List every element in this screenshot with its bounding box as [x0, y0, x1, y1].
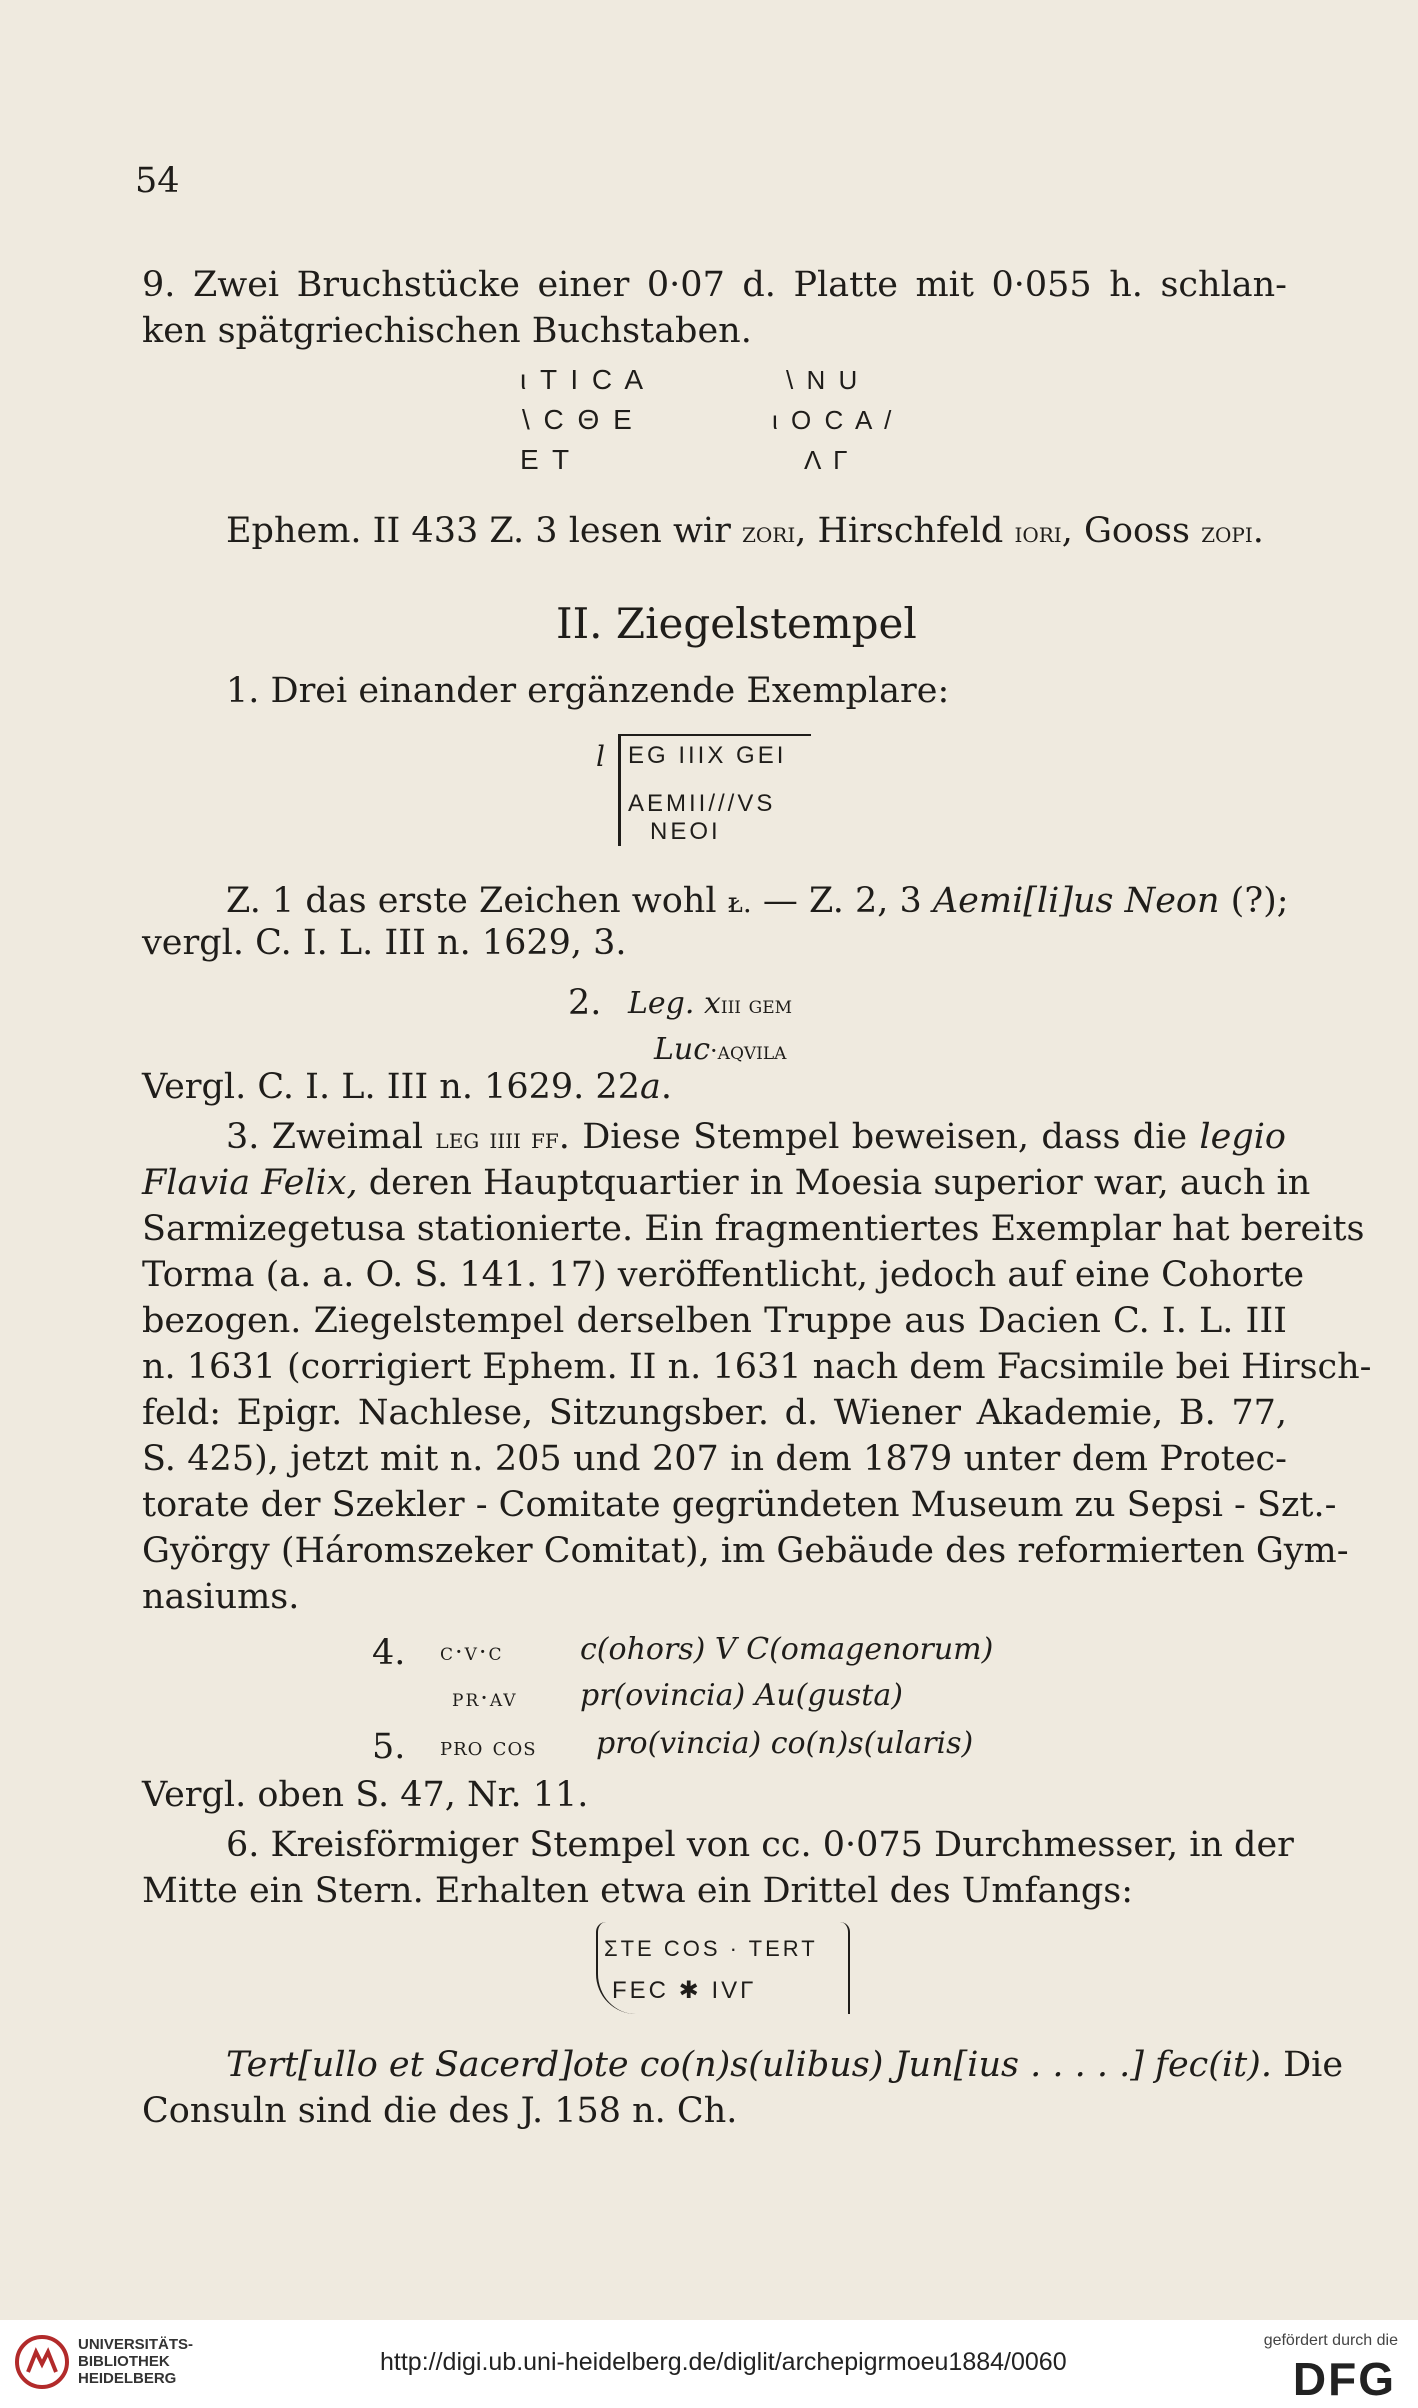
fragment-right-line-3: Λ Γ — [804, 445, 851, 475]
tert-line: Tert[ullo et Sacerd]ote co(n)s(ulibus) Jun[ius . . . . .] fec(it). Die — [226, 2045, 1344, 2085]
paragraph-9-line-2: ken spätgriechischen Buchstaben. — [142, 311, 752, 351]
paragraph-3-line-11: nasiums. — [142, 1577, 300, 1617]
viewer-footer — [0, 2320, 1418, 2408]
paragraph-3-line-1: 3. Zweimal leg iiii ff. Diese Stempel beweisen, dass die legio — [226, 1117, 1286, 1157]
item-4-expansion-2: pr(ovincia) Au(gusta) — [580, 1678, 903, 1713]
paragraph-9-line-1: 9. Zwei Bruchstücke einer 0·07 d. Platte mit 0·055 h. schlan- — [142, 265, 1287, 305]
item-2-line-2: Luc·aqvila — [654, 1032, 787, 1067]
paragraph-3-line-6: n. 1631 (corrigiert Ephem. II n. 1631 nach dem Facsimile bei Hirsch- — [142, 1347, 1372, 1387]
item-4-number: 4. — [372, 1633, 406, 1673]
item-4-expansion-1: c(ohors) V C(omagenorum) — [580, 1632, 994, 1667]
ephem-line: Ephem. II 433 Z. 3 lesen wir zori, Hirschfeld ιori, Gooss zoρι. — [226, 511, 1264, 551]
z1-line: Z. 1 das erste Zeichen wohl ᴌ. — Z. 2, 3 Aemi[li]us Neon (?); — [226, 881, 1289, 921]
paragraph-3-line-10: György (Háromszeker Comitat), im Gebäude des reformierten Gym- — [142, 1531, 1349, 1571]
vergl-2-line: Vergl. C. I. L. III n. 1629. 22a. — [142, 1067, 672, 1107]
paragraph-6-line-1: 6. Kreisförmiger Stempel von cc. 0·075 Durchmesser, in der — [226, 1825, 1294, 1865]
university-seal-icon — [14, 2334, 70, 2390]
fragment-left-line-3: E T — [520, 444, 573, 475]
permalink-url[interactable]: http://digi.ub.uni-heidelberg.de/diglit/archepigrmoeu1884/0060 — [380, 2348, 1067, 2376]
paragraph-6-line-2: Mitte ein Stern. Erhalten etwa ein Drittel des Umfangs: — [142, 1871, 1134, 1911]
paragraph-3-line-5: bezogen. Ziegelstempel derselben Truppe aus Dacien C. I. L. III — [142, 1301, 1287, 1341]
consuln-line: Consuln sind die des J. 158 n. Ch. — [142, 2091, 738, 2131]
item-4-abbr-1: c·v·c — [440, 1638, 504, 1666]
paragraph-1: 1. Drei einander ergänzende Exemplare: — [226, 671, 950, 711]
item-2-line-1: Leg. xiii gem — [628, 986, 793, 1021]
item-5-number: 5. — [372, 1727, 406, 1767]
library-name: UNIVERSITÄTS- BIBLIOTHEK HEIDELBERG — [78, 2336, 194, 2387]
paragraph-3-line-7: feld: Epigr. Nachlese, Sitzungsber. d. Wiener Akademie, B. 77, — [142, 1393, 1287, 1433]
dfg-logo: DFG — [1292, 2353, 1396, 2405]
item-4-abbr-2: pr·av — [452, 1684, 518, 1712]
section-heading: II. Ziegelstempel — [556, 599, 917, 648]
fragment-left-line-1: ι T I C A — [520, 364, 647, 395]
stamp-1-line-3: NEOI — [650, 818, 721, 845]
paragraph-3-line-9: torate der Szekler - Comitate gegründeten Museum zu Sepsi - Szt.- — [142, 1485, 1337, 1525]
funding-note: gefördert durch die — [1263, 2332, 1398, 2349]
stamp-6-line-2: FEC ✱ IVΓ — [612, 1977, 757, 2004]
fragment-left-line-2: \ C Θ E — [522, 404, 635, 435]
stamp-1-mark: l — [596, 740, 605, 773]
stamp-6-line-1: ΣTE COS · TERT — [604, 1936, 818, 1961]
item-2-number: 2. — [568, 983, 602, 1023]
stamp-1-line-2: AEMII///VS — [628, 790, 776, 817]
paragraph-3-line-8: S. 425), jetzt mit n. 205 und 207 in dem 1879 unter dem Protec- — [142, 1439, 1287, 1479]
item-5-abbr: pro cos — [440, 1732, 537, 1762]
item-5-expansion: pro(vincia) co(n)s(ularis) — [596, 1726, 974, 1761]
stamp-1-line-1: EG IIIX GEI — [628, 742, 787, 769]
fragment-right-line-1: \ N U — [786, 365, 861, 395]
vergl-5-line: Vergl. oben S. 47, Nr. 11. — [142, 1775, 589, 1815]
paragraph-3-line-4: Torma (a. a. O. S. 141. 17) veröffentlicht, jedoch auf eine Cohorte — [142, 1255, 1305, 1295]
paragraph-3-line-3: Sarmizegetusa stationierte. Ein fragmentiertes Exemplar hat bereits — [142, 1209, 1365, 1249]
page-number: 54 — [135, 161, 180, 201]
fragment-right-line-2: ι O C A / — [772, 405, 895, 435]
z1-line-2: vergl. C. I. L. III n. 1629, 3. — [142, 923, 627, 963]
paragraph-3-line-2: Flavia Felix, deren Hauptquartier in Moesia superior war, auch in — [142, 1163, 1311, 1203]
